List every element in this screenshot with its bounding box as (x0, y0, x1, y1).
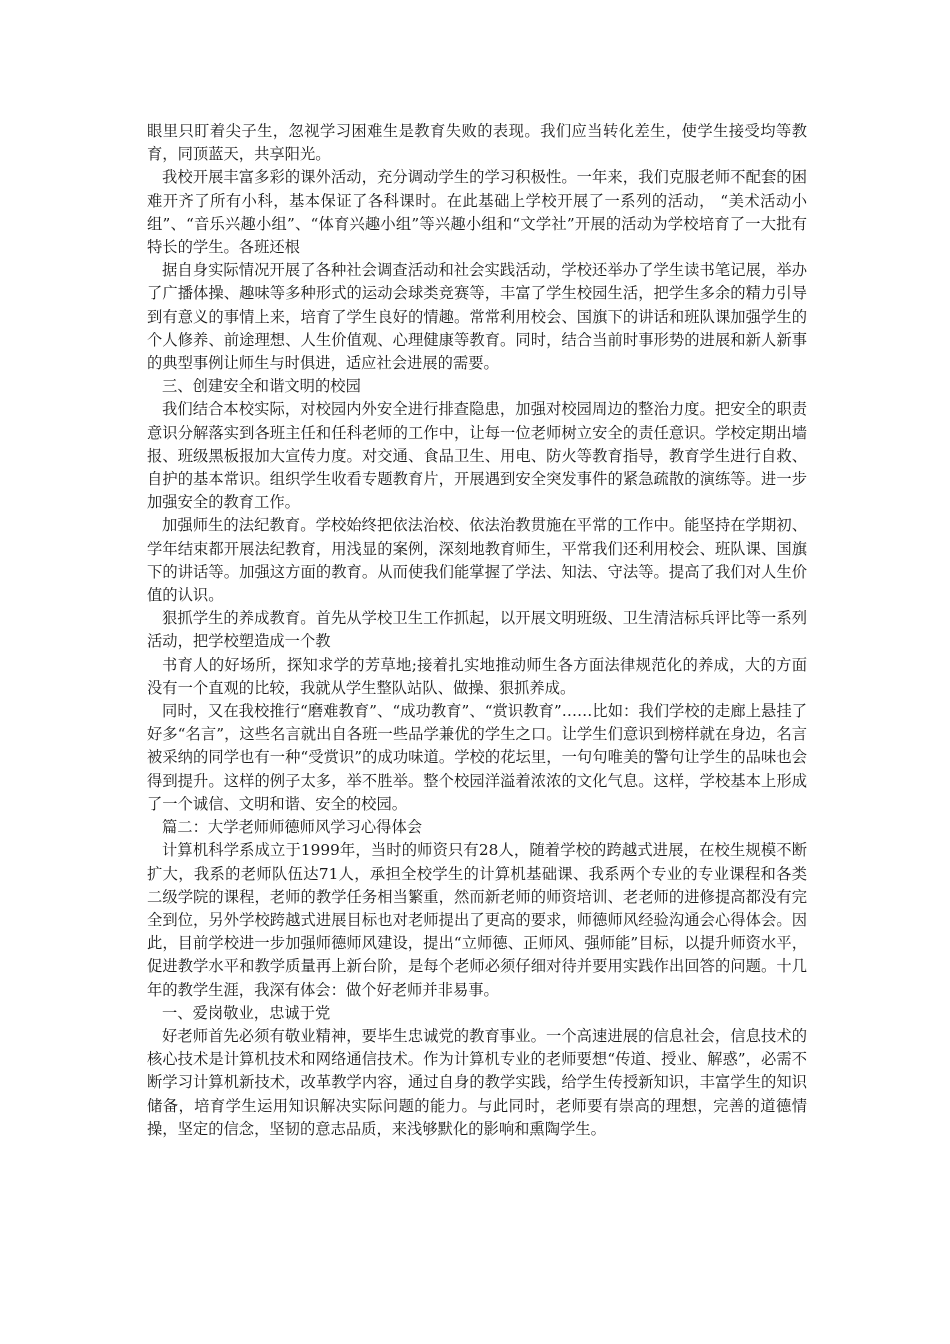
paragraph: 计算机科学系成立于1999年，当时的师资只有28人，随着学校的跨越式进展，在校生规模不断扩大，我系的老师队伍达71人，承担全校学生的计算机基础课、我系两个专业的专业课程和各类二级学院的课程，老师的教学任务相当繁重，然而新老师的师资培训、老老师的进修提高都没有完全到位，另外学校跨越式进展目标也对老师提出了更高的要求，师德师风经验沟通会心得体会。因此，目前学校进一步加强师德师风建设，提出“立师德、正师风、强师能”目标，以提升师资水平，促进教学水平和教学质量再上新台阶，是每个老师必须仔细对待并要用实践作出回答的问题。十几年的教学生涯，我深有体会：做个好老师并非易事。 (147, 841, 807, 999)
section-heading: 篇二：大学老师师德师风学习心得体会 (162, 818, 423, 837)
paragraph: 加强师生的法纪教育。学校始终把依法治校、依法治教贯施在平常的工作中。能坚持在学期初、学年结束都开展法纪教育，用浅显的案例，深刻地教育师生，平常我们还利用校会、班队课、国旗下的讲话等。加强这方面的教育。从而使我们能掌握了学法、知法、守法等。提高了我们对人生价值的认识。 (147, 516, 807, 605)
paragraph: 同时，又在我校推行“磨难教育”、“成功教育”、“赏识教育”……比如：我们学校的走廊上悬挂了好多“名言”，这些名言就出自各班一些品学兼优的学生之口。让学生们意识到榜样就在身边，名言被采纳的同学也有一种“受赏识”的成功味道。学校的花坛里，一句句唯美的警句让学生的品味也会得到提升。这样的例子太多，举不胜举。整个校园洋溢着浓浓的文化气息。这样，学校基本上形成了一个诚信、文明和谐、安全的校园。 (147, 702, 807, 813)
paragraph: 我校开展丰富多彩的课外活动，充分调动学生的学习积极性。一年来，我们克服老师不配套的困难开齐了所有小科，基本保证了各科课时。在此基础上学校开展了一系列的活动， “美术活动小组”、“音乐兴趣小组”、“体育兴趣小组”等兴趣小组和“文学社”开展的活动为学校培育了一大批有特长的学生。各班还根 (147, 168, 807, 257)
document-body (147, 120, 807, 1141)
section-heading: 一、爱岗敬业，忠诚于党 (162, 1003, 331, 1022)
paragraph: 我们结合本校实际，对校园内外安全进行排查隐患，加强对校园周边的整治力度。把安全的职责意识分解落实到各班主任和任科老师的工作中，让每一位老师树立安全的责任意识。学校定期出墙报、班级黑板报加大宣传力度。对交通、食品卫生、用电、防火等教育指导，教育学生进行自救、自护的基本常识。组织学生收看专题教育片，开展遇到安全突发事件的紧急疏散的演练等。进一步加强安全的教育工作。 (147, 400, 807, 512)
paragraph: 据自身实际情况开展了各种社会调查活动和社会实践活动，学校还举办了学生读书笔记展，举办了广播体操、趣味等多种形式的运动会球类竞赛等，丰富了学生校园生活，把学生多余的精力引导到有意义的事情上来，培育了学生良好的情趣。常常利用校会、国旗下的讲话和班队课加强学生的个人修养、前途理想、人生价值观、心理健康等教育。同时，结合当前时事形势的进展和新人新事的典型事例让师生与时俱进，适应社会进展的需要。 (147, 261, 807, 373)
section-heading: 三、创建安全和谐文明的校园 (162, 377, 361, 396)
paragraph: 书育人的好场所，探知求学的芳草地;接着扎实地推动师生各方面法律规范化的养成，大的方面没有一个直观的比较，我就从学生整队站队、做操、狠抓养成。 (147, 655, 807, 697)
paragraph: 眼里只盯着尖子生，忽视学习困难生是教育失败的表现。我们应当转化差生，使学生接受均等教育，同顶蓝天，共享阳光。 (147, 122, 807, 164)
paragraph: 好老师首先必须有敬业精神，要毕生忠诚党的教育事业。一个高速进展的信息社会，信息技术的核心技术是计算机技术和网络通信技术。作为计算机专业的老师要想“传道、授业、解惑”，必需不断学习计算机新技术，改革教学内容，通过自身的教学实践，给学生传授新知识，丰富学生的知识储备，培育学生运用知识解决实际问题的能力。与此同时，老师要有崇高的理想，完善的道德情操，坚定的信念，坚韧的意志品质，来浅够默化的影响和熏陶学生。 (147, 1026, 807, 1138)
paragraph: 狠抓学生的养成教育。首先从学校卫生工作抓起，以开展文明班级、卫生清洁标兵评比等一系列活动，把学校塑造成一个教 (147, 609, 807, 651)
